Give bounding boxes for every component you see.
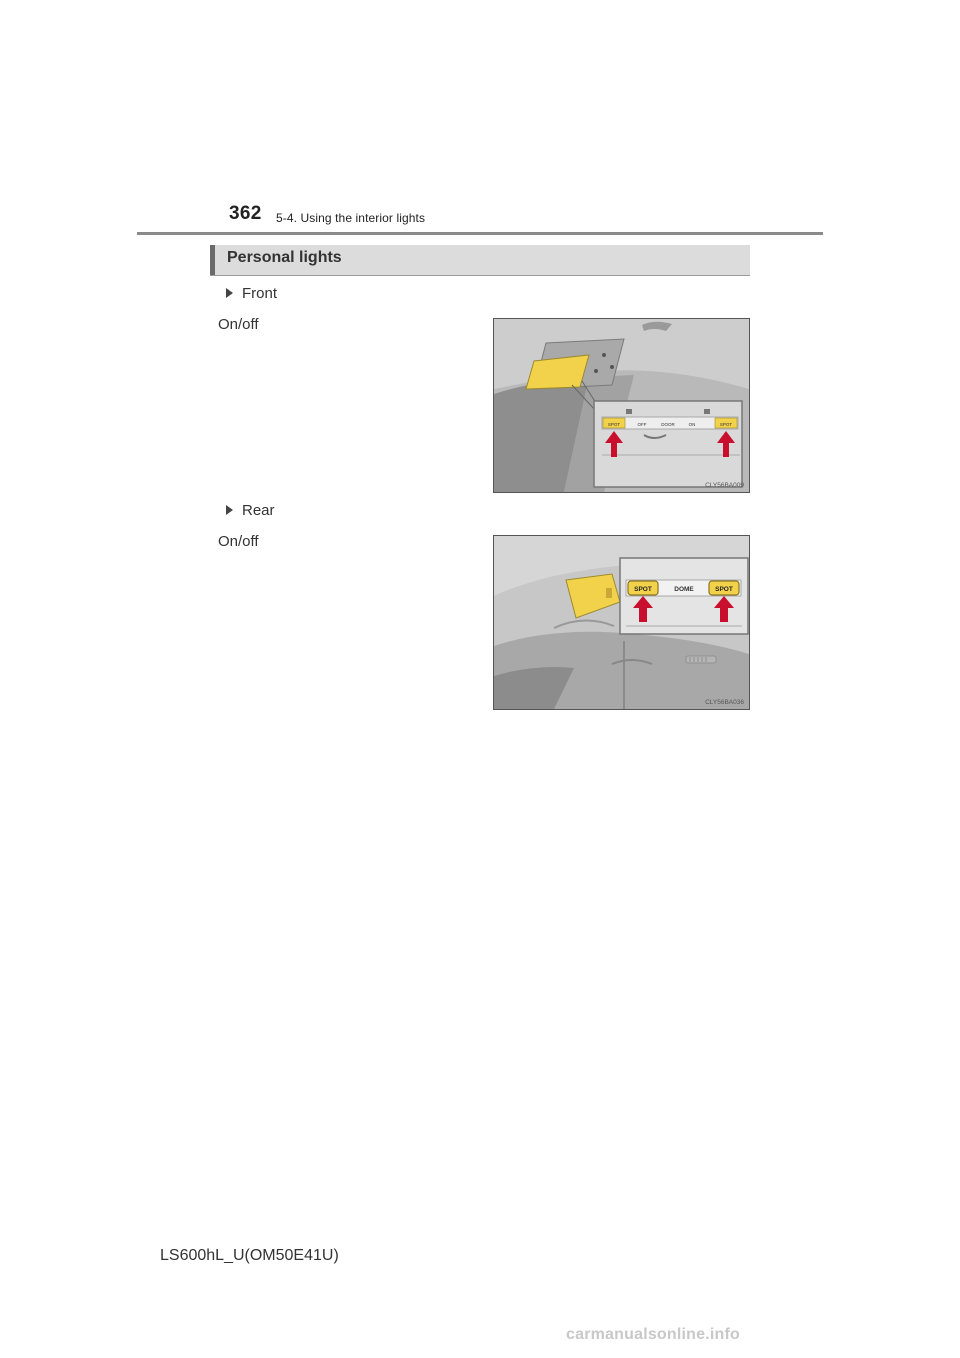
page-number: 362: [229, 203, 262, 224]
rear-label: Rear: [242, 502, 275, 519]
front-button-label: ON: [688, 422, 696, 427]
rear-button-label: SPOT: [715, 586, 733, 593]
rear-figure-code: CLY56BA036: [705, 699, 744, 706]
footer-model-code: LS600hL_U(OM50E41U): [160, 1247, 339, 1264]
triangle-bullet-icon: [226, 505, 233, 515]
front-figure-code: CLY56BA009: [705, 482, 744, 489]
watermark: carmanualsonline.info: [566, 1326, 741, 1343]
rear-button-label: SPOT: [634, 586, 652, 593]
heading-bar: [210, 245, 750, 275]
front-personal-light-figure: [493, 318, 750, 493]
rear-body-text: On/off: [218, 533, 259, 550]
rear-personal-light-figure: [493, 535, 750, 710]
header-rule: [137, 232, 823, 235]
front-button-label: SPOT: [607, 422, 621, 427]
rear-button-label: DOME: [674, 586, 694, 593]
heading-title: Personal lights: [227, 249, 342, 266]
front-button-label: SPOT: [719, 422, 733, 427]
heading-underline: [210, 275, 750, 276]
front-button-label: OFF: [637, 422, 647, 427]
triangle-bullet-icon: [226, 288, 233, 298]
front-bullet: [226, 285, 277, 302]
front-button-label: DOOR: [661, 422, 675, 427]
front-label: Front: [242, 285, 278, 302]
rear-bullet: [226, 502, 275, 519]
front-body-text: On/off: [218, 316, 259, 333]
section-title: 5-4. Using the interior lights: [276, 211, 426, 225]
